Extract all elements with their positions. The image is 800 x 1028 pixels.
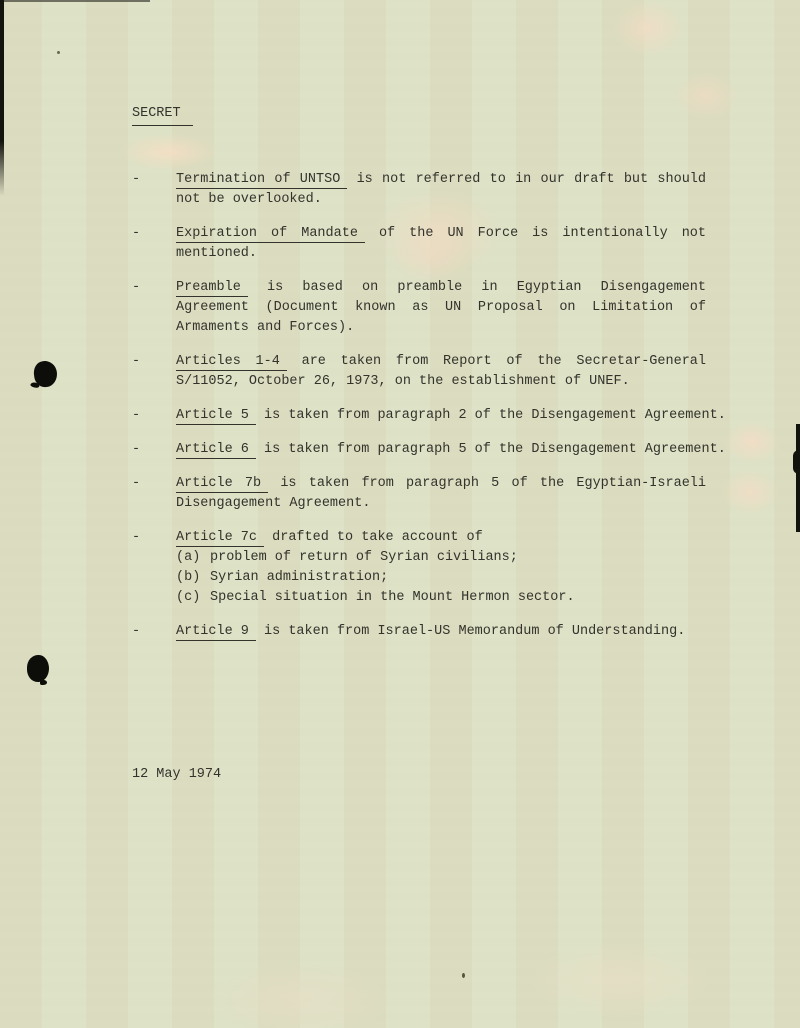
scan-edge-right-bulge xyxy=(793,450,800,474)
item-rest: are taken from Report of the Secretar-General S/11052, October 26, 1973, on the establishment of UNEF. xyxy=(176,354,707,389)
ink-blob-lower xyxy=(27,655,49,682)
bullet-dash: - xyxy=(132,442,141,457)
list-item-preamble xyxy=(132,278,772,338)
item-text xyxy=(176,170,706,210)
item-text xyxy=(176,528,706,548)
item-rest: is taken from Israel-US Memorandum of Understanding. xyxy=(264,624,686,639)
memo-body xyxy=(132,170,772,656)
bullet-dash: - xyxy=(132,280,141,295)
list-item-article-9 xyxy=(132,622,772,642)
paper-speck xyxy=(462,973,465,978)
item-lead: Article 7b xyxy=(176,476,268,493)
paper-speck xyxy=(57,51,60,54)
list-item-article-7b xyxy=(132,474,772,514)
item-text xyxy=(176,622,706,642)
sub-item-text: problem of return of Syrian civilians; xyxy=(210,550,518,565)
item-text xyxy=(176,440,772,460)
sub-item-text: Special situation in the Mount Hermon sector. xyxy=(210,590,575,605)
bullet-dash: - xyxy=(132,530,141,545)
item-rest: is based on preamble in Egyptian Disengagement Agreement (Document known as UN Proposal on Limitation of Armaments and Forces). xyxy=(176,280,706,335)
item-rest: is taken from paragraph 2 of the Disengagement Agreement. xyxy=(264,408,726,423)
item-lead: Expiration of Mandate xyxy=(176,226,365,243)
ink-blob-upper xyxy=(32,360,58,389)
scan-edge-right xyxy=(796,424,800,532)
bullet-dash: - xyxy=(132,408,141,423)
item-lead: Article 5 xyxy=(176,408,256,425)
sub-item-a xyxy=(176,548,772,568)
item-lead: Articles 1-4 xyxy=(176,354,287,371)
list-item-article-6 xyxy=(132,440,772,460)
item-rest: is taken from paragraph 5 of the Disengagement Agreement. xyxy=(264,442,726,457)
item-text xyxy=(176,278,706,338)
scan-edge-top xyxy=(0,0,150,2)
sub-item-c xyxy=(176,588,772,608)
item-lead: Termination of UNTSO xyxy=(176,172,347,189)
item-text xyxy=(176,474,706,514)
item-text xyxy=(176,352,706,392)
sub-item-label: (a) xyxy=(176,550,201,565)
item-lead: Article 6 xyxy=(176,442,256,459)
classification-header: SECRET xyxy=(132,104,193,126)
list-item-termination xyxy=(132,170,772,210)
item-rest: of the UN Force is intentionally not mentioned. xyxy=(176,226,706,261)
list-item-expiration xyxy=(132,224,772,264)
item-text xyxy=(176,224,706,264)
bullet-dash: - xyxy=(132,354,141,369)
item-text xyxy=(176,406,772,426)
item-rest: is not referred to in our draft but should not be overlooked. xyxy=(176,172,706,207)
item-rest: drafted to take account of xyxy=(272,530,483,545)
scan-edge-left xyxy=(0,0,4,196)
bullet-dash: - xyxy=(132,226,141,241)
bullet-dash: - xyxy=(132,624,141,639)
item-lead: Preamble xyxy=(176,280,248,297)
bullet-dash: - xyxy=(132,476,141,491)
sub-item-text: Syrian administration; xyxy=(210,570,389,585)
sub-item-label: (b) xyxy=(176,570,201,585)
bullet-dash: - xyxy=(132,172,141,187)
list-item-article-5 xyxy=(132,406,772,426)
sub-item-b xyxy=(176,568,772,588)
item-rest: is taken from paragraph 5 of the Egyptian-Israeli Disengagement Agreement. xyxy=(176,476,706,511)
item-lead: Article 9 xyxy=(176,624,256,641)
list-item-articles-1-4 xyxy=(132,352,772,392)
sub-item-label: (c) xyxy=(176,590,201,605)
document-date: 12 May 1974 xyxy=(132,767,222,782)
item-lead: Article 7c xyxy=(176,530,264,547)
list-item-article-7c xyxy=(132,528,772,608)
